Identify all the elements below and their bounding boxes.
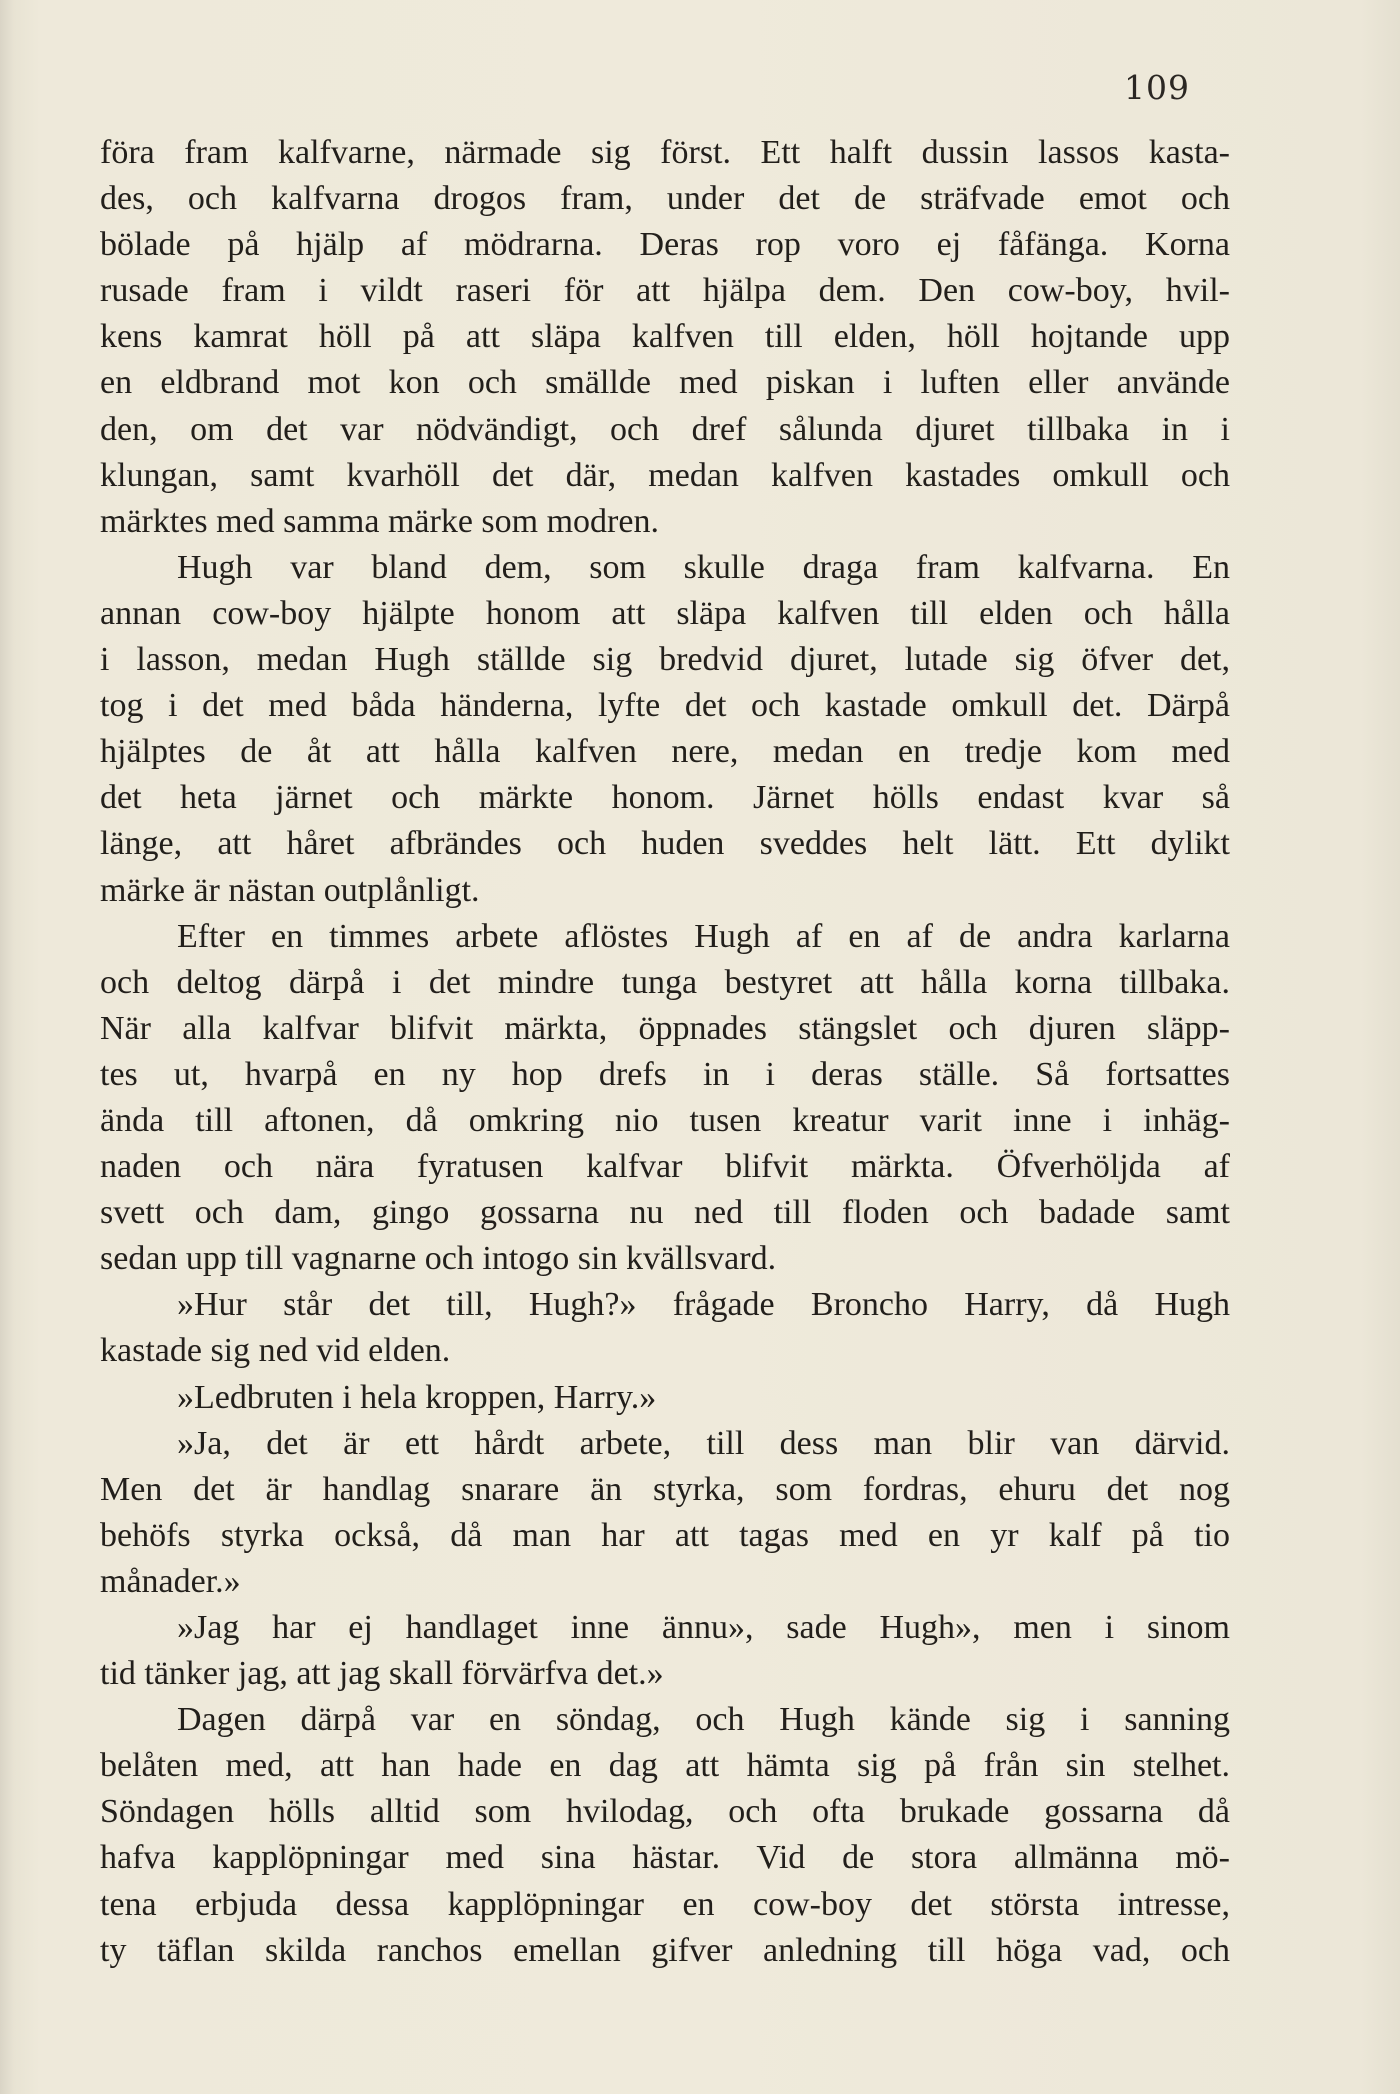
text-line: kens kamrat höll på att släpa kalfven till elden, höll hojtande upp [100, 318, 1230, 356]
text-line: i lasson, medan Hugh ställde sig bredvid djuret, lutade sig öfver det, [100, 641, 1230, 679]
text-line: »Ja, det är ett hårdt arbete, till dess man blir van därvid. [177, 1424, 1230, 1462]
page-number: 109 [1124, 68, 1190, 107]
text-line: hafva kapplöpningar med sina hästar. Vid de stora allmänna mö- [100, 1839, 1230, 1877]
text-line: den, om det var nödvändigt, och dref sålunda djuret tillbaka in i [100, 410, 1230, 448]
body-text [100, 130, 1230, 1974]
text-line: des, och kalfvarna drogos fram, under det de sträfvade emot och [100, 180, 1230, 218]
text-line: tog i det med båda händerna, lyfte det och kastade omkull det. Därpå [100, 687, 1230, 725]
text-line: Efter en timmes arbete aflöstes Hugh af en af de andra karlarna [177, 917, 1230, 955]
text-line: månader.» [100, 1562, 241, 1600]
text-line: märke är nästan outplånligt. [100, 871, 480, 909]
text-line: När alla kalfvar blifvit märkta, öppnades stängslet och djuren släpp- [100, 1009, 1230, 1047]
text-line: behöfs styrka också, då man har att tagas med en yr kalf på tio [100, 1516, 1230, 1554]
text-line: märktes med samma märke som modren. [100, 502, 659, 540]
text-line: ty täflan skilda ranchos emellan gifver anledning till höga vad, och [100, 1931, 1230, 1969]
text-line: rusade fram i vildt raseri för att hjälpa dem. Den cow-boy, hvil- [100, 272, 1230, 310]
text-line: sedan upp till vagnarne och intogo sin kvällsvard. [100, 1240, 777, 1278]
text-line: det heta järnet och märkte honom. Järnet hölls endast kvar så [100, 779, 1230, 817]
text-line: Hugh var bland dem, som skulle draga fram kalfvarna. En [177, 548, 1230, 586]
text-line: kastade sig ned vid elden. [100, 1332, 451, 1370]
text-line: föra fram kalfvarne, närmade sig först. Ett halft dussin lassos kasta- [100, 134, 1230, 171]
text-line: »Hur står det till, Hugh?» frågade Broncho Harry, då Hugh [177, 1286, 1230, 1324]
text-line: »Jag har ej handlaget inne ännu», sade Hugh», men i sinom [177, 1609, 1230, 1646]
text-line: ända till aftonen, då omkring nio tusen kreatur varit inne i inhäg- [100, 1101, 1230, 1139]
text-line: klungan, samt kvarhöll det där, medan kalfven kastades omkull och [100, 456, 1230, 494]
text-line: naden och nära fyratusen kalfvar blifvit märkta. Öfverhöljda af [100, 1148, 1230, 1186]
text-line: belåten med, att han hade en dag att hämta sig på från sin stelhet. [100, 1747, 1230, 1785]
text-line: tes ut, hvarpå en ny hop drefs in i deras ställe. Så fortsattes [100, 1055, 1230, 1093]
text-line: »Ledbruten i hela kroppen, Harry.» [177, 1378, 657, 1416]
text-line: och deltog därpå i det mindre tunga bestyret att hålla korna tillbaka. [100, 963, 1230, 1001]
text-line: bölade på hjälp af mödrarna. Deras rop voro ej fåfänga. Korna [100, 226, 1230, 264]
text-line: tid tänker jag, att jag skall förvärfva det.» [100, 1655, 664, 1693]
text-line: Men det är handlag snarare än styrka, som fordras, ehuru det nog [100, 1470, 1230, 1508]
text-line: länge, att håret afbrändes och huden sveddes helt lätt. Ett dylikt [100, 825, 1230, 863]
text-line: tena erbjuda dessa kapplöpningar en cow-boy det största intresse, [100, 1885, 1230, 1923]
text-line: Dagen därpå var en söndag, och Hugh kände sig i sanning [177, 1701, 1230, 1739]
text-line: svett och dam, gingo gossarna nu ned till floden och badade samt [100, 1194, 1230, 1232]
text-line: annan cow-boy hjälpte honom att släpa kalfven till elden och hålla [100, 594, 1230, 632]
text-line: Söndagen hölls alltid som hvilodag, och ofta brukade gossarna då [100, 1793, 1230, 1831]
text-line: en eldbrand mot kon och smällde med piskan i luften eller använde [100, 364, 1230, 402]
text-line: hjälptes de åt att hålla kalfven nere, medan en tredje kom med [100, 733, 1230, 771]
